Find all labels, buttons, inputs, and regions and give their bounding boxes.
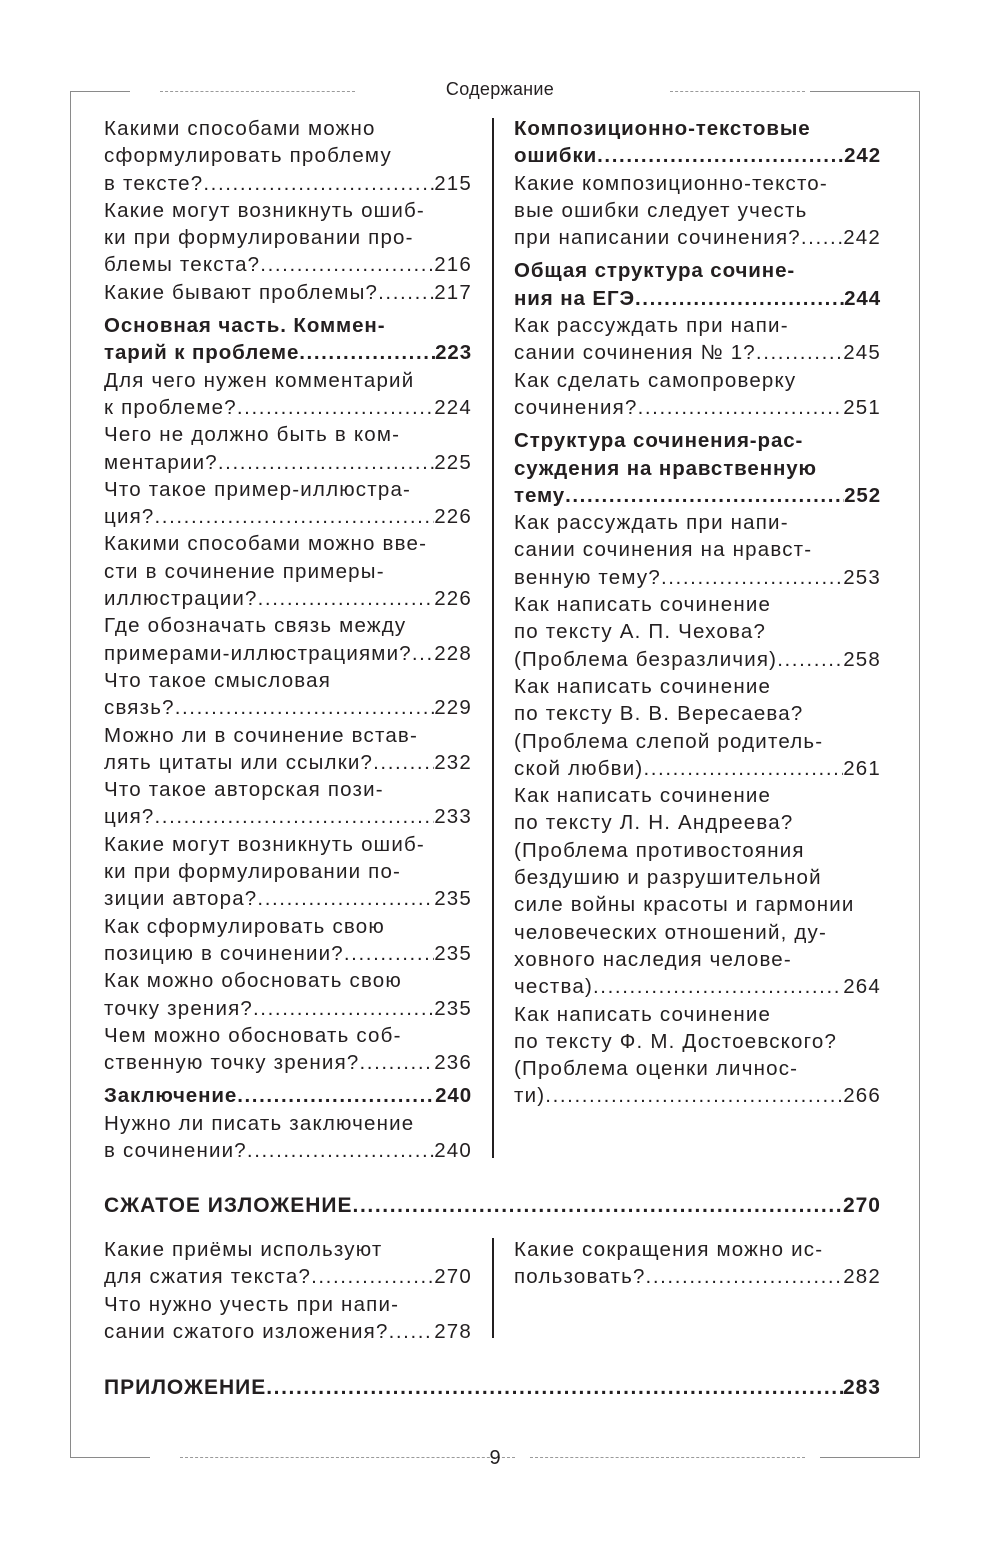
toc-entry-title: (Проблема безразличия)	[514, 647, 778, 671]
toc-entry-line: Как рассуждать при напи-	[514, 314, 789, 338]
toc-leader-dots	[344, 940, 434, 967]
toc-page-number: 261	[843, 756, 881, 780]
toc-entry-line: Как написать сочинение	[514, 674, 772, 698]
toc-entry-title: ция?	[104, 805, 155, 829]
toc-entry-line: Как рассуждать при напи-	[514, 511, 789, 535]
toc-entry-line: Общая структура сочине-	[514, 259, 796, 283]
toc-entry-line: (Проблема оценки личнос-	[514, 1057, 799, 1081]
toc-entry-last-line	[104, 503, 472, 530]
toc-section-compressed[interactable]	[104, 1192, 881, 1219]
toc-entry-last-line	[514, 646, 881, 673]
toc-leader-dots	[266, 1374, 843, 1401]
toc-leader-dots	[801, 224, 843, 251]
toc-leader-dots	[756, 339, 843, 366]
toc-entry-line: Основная часть. Коммен-	[104, 314, 386, 338]
toc-entry-last-line	[104, 803, 472, 830]
toc-leader-dots	[247, 1137, 434, 1164]
toc-entry-last-line	[514, 285, 881, 312]
toc-entry-line: Какими способами можно вве-	[104, 532, 428, 556]
toc-entry-last-line	[104, 339, 472, 366]
toc-entry-last-line	[514, 339, 881, 366]
toc-page-number: 235	[434, 887, 472, 911]
toc-entry-line: человеческих отношений, ду-	[514, 920, 828, 944]
toc-page-number: 232	[434, 750, 472, 774]
toc-page-number: 270	[434, 1265, 472, 1289]
toc-entry-line: Чем можно обосновать соб-	[104, 1023, 402, 1047]
toc-entry[interactable]	[104, 1291, 472, 1346]
toc-entry-last-line	[104, 694, 472, 721]
toc-entry-line: Композиционно-текстовые	[514, 117, 811, 140]
toc-entry-line: ховного наследия челове-	[514, 947, 792, 971]
toc-leader-dots	[257, 885, 434, 912]
toc-page-number: 236	[434, 1051, 472, 1075]
toc-leader-dots	[565, 482, 844, 509]
toc-entry[interactable]	[514, 673, 881, 782]
toc-entry-last-line	[514, 755, 881, 782]
toc-leader-dots	[378, 279, 434, 306]
toc-entry-title: лять цитаты или ссылки?	[104, 750, 374, 774]
toc-entry-title: ти)	[514, 1084, 546, 1108]
toc-entry-line: Что нужно учесть при напи-	[104, 1292, 400, 1316]
toc-entry-line: Какие композиционно-тексто-	[514, 171, 828, 195]
toc-entry[interactable]	[104, 967, 472, 1022]
toc-leader-dots	[412, 640, 434, 667]
toc-entry-title: сочинения?	[514, 395, 638, 419]
toc-entry-line: Где обозначать связь между	[104, 614, 407, 638]
toc-entry-line: по тексту Ф. М. Достоевского?	[514, 1029, 838, 1053]
toc-entry-title: зиции автора?	[104, 887, 258, 911]
toc-entry-last-line	[514, 394, 881, 421]
toc-entry-title: тарий к проблеме	[104, 341, 300, 365]
toc-page-number: 233	[434, 805, 472, 829]
toc-page-number: 229	[434, 696, 472, 720]
page-title: Содержание	[445, 79, 555, 99]
toc-entry-last-line	[104, 449, 472, 476]
toc-leader-dots	[258, 585, 435, 612]
toc-page-number: 225	[434, 450, 472, 474]
toc-entry[interactable]	[104, 197, 472, 279]
toc-entry-line: Как написать сочинение	[514, 784, 772, 808]
toc-entry-last-line	[104, 1137, 472, 1164]
toc-compressed-left-column	[104, 1236, 472, 1345]
toc-entry-last-line	[514, 142, 881, 169]
toc-leader-dots	[299, 339, 435, 366]
toc-page-number: 228	[434, 641, 472, 665]
toc-page-number: 240	[435, 1084, 472, 1108]
toc-leader-dots	[353, 1192, 843, 1219]
toc-entry-line: суждения на нравственную	[514, 456, 817, 480]
toc-entry-title: точку зрения?	[104, 996, 254, 1020]
toc-entry[interactable]	[514, 782, 881, 1000]
toc-page-number: 242	[843, 226, 881, 250]
toc-section-page: 283	[842, 1376, 881, 1399]
toc-entry-line: Как сделать самопроверку	[514, 368, 797, 392]
toc-entry-last-line	[514, 564, 881, 591]
toc-leader-dots	[155, 503, 435, 530]
toc-page-number: 235	[434, 996, 472, 1020]
toc-entry-line: вые ошибки следует учесть	[514, 198, 808, 222]
toc-entry[interactable]	[104, 667, 472, 722]
toc-page-number: 235	[434, 941, 472, 965]
toc-leader-dots	[597, 142, 844, 169]
toc-heading-entry[interactable]	[514, 427, 881, 509]
toc-entry-line: Что такое авторская пози-	[104, 778, 384, 802]
toc-entry-title: венную тему?	[514, 565, 661, 589]
toc-entry-title: сании сжатого изложения?	[104, 1319, 389, 1343]
toc-page-number: 215	[434, 171, 472, 195]
toc-heading-entry[interactable]	[514, 257, 881, 312]
toc-heading-entry[interactable]	[104, 312, 472, 367]
toc-entry-line: Для чего нужен комментарий	[104, 368, 415, 392]
toc-entry-line: Структура сочинения-рас-	[514, 429, 804, 453]
toc-entry[interactable]	[104, 722, 472, 777]
toc-entry-line: Что такое смысловая	[104, 668, 332, 692]
toc-entry-line: Какие могут возникнуть ошиб-	[104, 832, 425, 856]
frame-right-line	[919, 91, 920, 1458]
toc-entry[interactable]	[514, 509, 881, 591]
toc-entry-line: Какие приёмы используют	[104, 1238, 383, 1261]
toc-page-number: 217	[434, 280, 472, 304]
toc-leader-dots	[646, 1263, 844, 1290]
toc-entry-last-line	[514, 1082, 881, 1109]
toc-entry-last-line	[514, 482, 881, 509]
toc-page-number: 264	[843, 975, 881, 999]
toc-entry-title: чества)	[514, 975, 594, 999]
toc-entry-title: ской любви)	[514, 756, 644, 780]
toc-entry[interactable]	[514, 1001, 881, 1110]
toc-leader-dots	[311, 1263, 434, 1290]
toc-entry[interactable]	[104, 421, 472, 476]
toc-entry-line: Чего не должно быть в ком-	[104, 423, 401, 447]
toc-entry-title: в сочинении?	[104, 1138, 247, 1162]
toc-entry-line: Как сформулировать свою	[104, 914, 385, 938]
toc-entry-title: для сжатия текста?	[104, 1265, 312, 1289]
toc-section-appendix[interactable]	[104, 1374, 881, 1401]
column-separator-compressed	[492, 1238, 494, 1338]
toc-section-line	[104, 1192, 881, 1219]
toc-leader-dots	[260, 251, 434, 278]
toc-entry-title: ция?	[104, 505, 155, 529]
toc-entry[interactable]	[514, 1236, 881, 1291]
toc-entry-last-line	[104, 585, 472, 612]
toc-entry-line: Как написать сочинение	[514, 593, 772, 617]
toc-entry-title: ственную точку зрения?	[104, 1051, 360, 1075]
toc-entry-last-line	[104, 940, 472, 967]
toc-entry[interactable]	[104, 279, 472, 306]
toc-entry-last-line	[104, 1082, 472, 1109]
toc-entry-line: ки при формулировании про-	[104, 226, 414, 250]
toc-left-column	[104, 115, 472, 1164]
toc-leader-dots	[203, 170, 434, 197]
toc-entry-line: (Проблема противостояния	[514, 838, 805, 862]
toc-entry[interactable]	[514, 312, 881, 367]
toc-entry-title: Заключение	[104, 1084, 238, 1108]
toc-leader-dots	[593, 973, 843, 1000]
toc-entry-last-line	[104, 279, 472, 306]
toc-leader-dots	[643, 755, 843, 782]
toc-section-title: ПРИЛОЖЕНИЕ	[104, 1376, 267, 1399]
toc-entry-line: сти в сочинение примеры-	[104, 559, 385, 583]
toc-entry[interactable]	[104, 367, 472, 422]
column-separator	[492, 118, 494, 1158]
toc-entry-line: сформулировать проблему	[104, 144, 392, 168]
toc-entry-line: по тексту В. В. Вересаева?	[514, 702, 804, 726]
toc-entry-title: иллюстрации?	[104, 587, 258, 611]
toc-entry-line: Какими способами можно	[104, 117, 376, 140]
toc-entry-last-line	[104, 170, 472, 197]
toc-entry[interactable]	[104, 1110, 472, 1165]
toc-leader-dots	[218, 449, 434, 476]
toc-entry-line: Можно ли в сочинение встав-	[104, 723, 419, 747]
toc-page-number: 266	[843, 1084, 881, 1108]
toc-leader-dots	[237, 394, 434, 421]
toc-section-line	[104, 1374, 881, 1401]
toc-entry-line: сании сочинения на нравст-	[514, 538, 813, 562]
toc-page-number: 242	[844, 144, 881, 168]
toc-entry-line: Как написать сочинение	[514, 1002, 772, 1026]
toc-entry[interactable]	[104, 612, 472, 667]
toc-entry-title: пользовать?	[514, 1265, 646, 1289]
toc-entry-last-line	[104, 251, 472, 278]
toc-entry[interactable]	[104, 1022, 472, 1077]
toc-page-number: 216	[434, 253, 472, 277]
toc-heading-entry[interactable]	[514, 115, 881, 170]
toc-page-number: 224	[434, 395, 472, 419]
toc-page-number: 278	[434, 1319, 472, 1343]
toc-entry-title: сании сочинения № 1?	[514, 341, 756, 365]
toc-leader-dots	[545, 1082, 843, 1109]
toc-leader-dots	[237, 1082, 435, 1109]
toc-entry-last-line	[104, 1263, 472, 1290]
toc-entry-title: Какие бывают проблемы?	[104, 280, 379, 304]
toc-leader-dots	[253, 995, 434, 1022]
toc-compressed-right-column	[514, 1236, 881, 1291]
toc-entry-line: Какие могут возникнуть ошиб-	[104, 198, 425, 222]
toc-page-number: 244	[844, 286, 881, 310]
toc-page-number: 258	[843, 647, 881, 671]
toc-entry[interactable]	[104, 1236, 472, 1291]
toc-entry-line: Какие сокращения можно ис-	[514, 1238, 824, 1261]
toc-right-column	[514, 115, 881, 1110]
page-number: 9	[489, 1447, 501, 1469]
toc-entry-title: к проблеме?	[104, 395, 237, 419]
toc-entry[interactable]	[104, 115, 472, 197]
toc-entry[interactable]	[514, 170, 881, 252]
toc-entry-title: связь?	[104, 696, 175, 720]
toc-leader-dots	[638, 394, 844, 421]
toc-page-number: 253	[843, 565, 881, 589]
toc-entry-last-line	[104, 1049, 472, 1076]
toc-entry-last-line	[104, 995, 472, 1022]
toc-entry-last-line	[514, 973, 881, 1000]
frame-left-line	[70, 91, 71, 1458]
toc-entry-title: ошибки	[514, 144, 598, 168]
toc-entry-line: по тексту Л. Н. Андреева?	[514, 811, 794, 835]
toc-page-number: 226	[434, 587, 472, 611]
toc-entry-line: по тексту А. П. Чехова?	[514, 620, 767, 644]
toc-leader-dots	[175, 694, 434, 721]
toc-entry-last-line	[104, 749, 472, 776]
toc-entry-last-line	[514, 224, 881, 251]
toc-section-title: СЖАТОЕ ИЗЛОЖЕНИЕ	[104, 1194, 353, 1217]
toc-entry-last-line	[104, 394, 472, 421]
toc-entry-last-line	[104, 640, 472, 667]
toc-leader-dots	[661, 564, 843, 591]
toc-entry-line: Как можно обосновать свою	[104, 969, 402, 993]
toc-entry[interactable]	[514, 591, 881, 673]
toc-entry[interactable]	[104, 913, 472, 968]
toc-page-number: 282	[843, 1265, 881, 1289]
toc-entry-title: позицию в сочинении?	[104, 941, 344, 965]
toc-entry-line: ки при формулировании по-	[104, 860, 402, 884]
toc-entry-title: блемы текста?	[104, 253, 261, 277]
toc-page-number: 251	[843, 395, 881, 419]
toc-entry-line: Нужно ли писать заключение	[104, 1111, 415, 1135]
toc-entry[interactable]	[104, 530, 472, 612]
toc-entry[interactable]	[104, 476, 472, 531]
toc-leader-dots	[389, 1318, 435, 1345]
toc-entry-last-line	[104, 885, 472, 912]
toc-page-number: 252	[844, 483, 881, 507]
toc-entry-last-line	[514, 1263, 881, 1290]
toc-entry-line: Что такое пример-иллюстра-	[104, 477, 412, 501]
toc-leader-dots	[359, 1049, 434, 1076]
toc-page-number: 245	[843, 341, 881, 365]
toc-entry-title: при написании сочинения?	[514, 226, 801, 250]
toc-entry-last-line	[104, 1318, 472, 1345]
toc-leader-dots	[635, 285, 844, 312]
toc-section-page: 270	[842, 1194, 881, 1217]
toc-page-number: 240	[434, 1138, 472, 1162]
toc-leader-dots	[373, 749, 434, 776]
toc-heading-entry[interactable]	[104, 1082, 472, 1109]
toc-entry[interactable]	[104, 776, 472, 831]
toc-leader-dots	[777, 646, 843, 673]
toc-entry-title: примерами-иллюстрациями?	[104, 641, 412, 665]
toc-page-number: 223	[435, 341, 472, 365]
toc-leader-dots	[155, 803, 435, 830]
toc-entry[interactable]	[514, 367, 881, 422]
toc-entry-title: в тексте?	[104, 171, 204, 195]
toc-entry-line: бездушию и разрушительной	[514, 866, 822, 890]
toc-entry-title: ментарии?	[104, 450, 218, 474]
toc-page-number: 226	[434, 505, 472, 529]
toc-entry[interactable]	[104, 831, 472, 913]
toc-entry-line: (Проблема слепой родитель-	[514, 729, 824, 753]
toc-entry-line: силе войны красоты и гармонии	[514, 893, 855, 917]
toc-entry-title: тему	[514, 483, 566, 507]
toc-entry-title: ния на ЕГЭ	[514, 286, 635, 310]
